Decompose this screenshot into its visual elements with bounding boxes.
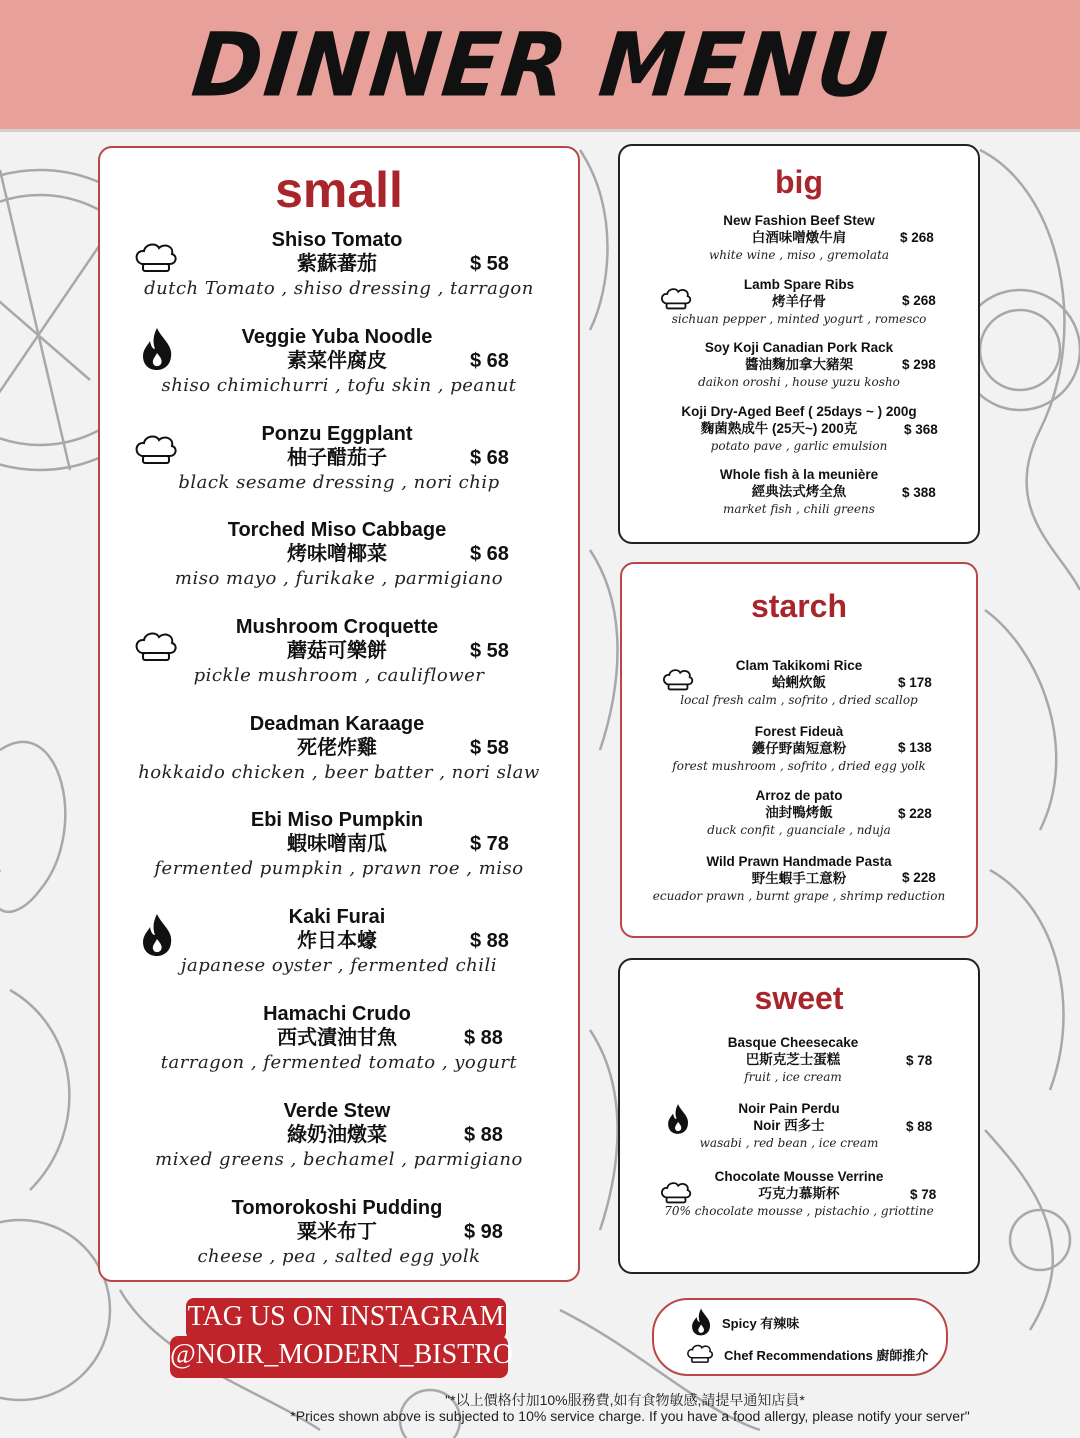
item-price: $ 88 [906,1119,933,1134]
big-section-title: big [775,164,823,200]
item-name: Torched Miso Cabbage [227,519,447,541]
item-name: Ebi Miso Pumpkin [250,809,424,831]
menu-item-whole-fish [620,467,978,518]
menu-item-ebi-miso-pumpkin [100,808,578,882]
item-name-zh: 烤味噌椰菜 $ 68 [287,543,509,565]
item-name: Tomorokoshi Pudding [231,1197,443,1219]
menu-item-clam-takikomi-rice [622,658,976,709]
item-price: $ 78 [470,833,509,855]
menu-item-koji-dry-aged-beef [620,404,978,455]
flame-icon [666,1103,690,1135]
chef-hat-icon [660,287,692,311]
legend-spicy [690,1308,799,1336]
item-name: New Fashion Beef Stew [723,213,875,228]
item-description: sichuan pepper , minted yogurt , romesco [671,312,927,326]
item-description: cheese , pea , salted egg yolk [197,1246,481,1267]
item-description: white wine , miso , gremolata [708,248,890,262]
item-price: $ 268 [902,293,936,308]
item-name-zh: 綠奶油燉菜 $ 88 [287,1124,503,1146]
item-description: black sesame dressing , nori chip [178,472,500,493]
item-description: market fish , chili greens [723,502,875,516]
big-section-card [618,144,980,544]
menu-item-tomorokoshi-pudding [100,1196,578,1270]
item-description: shiso chimichurri , tofu skin , peanut [161,375,517,396]
footnote-en: *Prices shown above is subjected to 10% service charge. If you have a food allergy, please notify your server" [290,1408,970,1424]
item-price: $ 98 [464,1221,503,1243]
item-name-zh: 西式漬油甘魚 $ 88 [277,1027,503,1049]
item-name: Mushroom Croquette [235,616,439,638]
item-name-zh: 烤羊仔骨 [772,294,826,309]
item-description: duck confit , guanciale , nduja [707,823,891,837]
flame-icon [690,1308,712,1336]
item-price: $ 58 [470,253,509,275]
item-price: $ 228 [902,870,936,885]
menu-item-veggie-yuba-noodle [100,325,578,399]
legend-chef-label: Chef Recommendations 廚師推介 [724,1347,929,1363]
item-description: tarragon , fermented tomato , yogurt [160,1052,518,1073]
item-description: wasabi , red bean , ice cream [699,1136,879,1150]
item-description: hokkaido chicken , beer batter , nori slaw [138,762,540,783]
item-price: $ 298 [902,357,936,372]
sweet-section-title: sweet [754,980,844,1016]
item-name-zh: 巧克力慕斯杯 [758,1186,840,1201]
chef-hat-icon [686,1344,714,1364]
menu-item-chocolate-mousse-verrine [620,1169,978,1220]
menu-header [0,0,1080,132]
menu-item-shiso-tomato [100,228,578,302]
item-description: daikon oroshi , house yuzu kosho [698,375,900,389]
starch-section-title: starch [750,588,848,624]
footnote-zh: "*以上價格付加10%服務費,如有食物敏感,請提早通知店員* [445,1392,805,1408]
menu-item-torched-miso-cabbage [100,518,578,592]
item-name-zh: 醬油麴加拿大豬架 [745,357,853,372]
item-description: local fresh calm , sofrito , dried scallop [680,693,918,707]
item-description: pickle mushroom , cauliflower [193,665,485,686]
menu-item-mushroom-croquette [100,615,578,689]
menu-item-new-fashion-beef-stew [620,213,978,264]
item-price: $ 138 [898,740,932,755]
item-name: Deadman Karaage [249,713,425,735]
item-name-zh: 紫蘇蕃茄 $ 58 [297,253,509,275]
instagram-tag-line: TAG US ON INSTAGRAM [186,1298,506,1340]
item-description: potato pave , garlic emulsion [710,439,888,453]
item-price: $ 388 [902,485,936,500]
item-name-zh: Noir 西多士 [753,1118,825,1133]
item-price: $ 88 [464,1027,503,1049]
item-name-zh: 油封鴨烤飯 [765,805,833,820]
item-name-zh: 炸日本蠔 $ 88 [297,930,509,952]
item-price: $ 368 [904,422,938,437]
item-description: mixed greens , bechamel , parmigiano [155,1149,523,1170]
item-name: Noir Pain Perdu [738,1101,840,1116]
item-description: fruit , ice cream [744,1070,842,1084]
item-name-zh: 粟米布丁 $ 98 [297,1221,503,1243]
menu-item-kaki-furai [100,905,578,979]
item-price: $ 68 [470,350,509,372]
chef-hat-icon [662,668,694,692]
item-name: Shiso Tomato [271,229,403,251]
menu-item-verde-stew [100,1099,578,1173]
chef-hat-icon [660,1181,692,1205]
item-name-zh: 素菜伴腐皮 $ 68 [287,350,509,372]
menu-item-arroz-de-pato [622,788,976,839]
item-name-zh: 經典法式烤全魚 [751,484,847,499]
item-name: Soy Koji Canadian Pork Rack [704,340,894,355]
menu-item-wild-prawn-pasta [622,854,976,905]
item-name-zh: 麴菌熟成牛 (25天~) 200克 [700,421,858,436]
menu-item-noir-pain-perdu [620,1101,978,1152]
item-name-zh: 死佬炸雞 $ 58 [297,737,509,759]
item-price: $ 88 [464,1124,503,1146]
item-price: $ 228 [898,806,932,821]
legend-chef-recommendation [686,1344,928,1364]
item-description: fermented pumpkin , prawn roe , miso [154,858,524,879]
small-section-title: small [275,162,403,218]
item-name-zh: 蛤蜊炊飯 [772,675,826,690]
item-name: Forest Fideuà [754,724,844,739]
item-name-zh: 鑊仔野菌短意粉 [751,741,847,756]
item-description: dutch Tomato , shiso dressing , tarragon [144,278,534,299]
item-description: miso mayo , furikake , parmigiano [174,568,504,589]
starch-section-card [620,562,978,938]
item-name-zh: 巴斯克芝士蛋糕 [745,1052,841,1067]
item-name-zh: 野生蝦手工意粉 [751,871,847,886]
item-price: $ 88 [470,930,509,952]
instagram-handle: @NOIR_MODERN_BISTRO [170,1336,508,1378]
item-price: $ 78 [910,1187,937,1202]
item-description: 70% chocolate mousse , pistachio , griottine [664,1204,934,1218]
item-name: Koji Dry-Aged Beef ( 25days ~ ) 200g [681,404,917,419]
item-price: $ 178 [898,675,932,690]
small-section-card [98,146,580,1282]
menu-item-soy-koji-pork-rack [620,340,978,391]
item-name-zh: 白酒味噌燉牛肩 [751,230,847,245]
menu-item-deadman-karaage [100,712,578,786]
item-name: Lamb Spare Ribs [743,277,855,292]
menu-item-basque-cheesecake [620,1035,978,1086]
icon-legend [652,1298,948,1376]
menu-item-hamachi-crudo [100,1002,578,1076]
item-price: $ 268 [900,230,934,245]
item-name: Wild Prawn Handmade Pasta [706,854,892,869]
item-price: $ 68 [470,447,509,469]
item-name: Chocolate Mousse Verrine [714,1169,884,1184]
item-price: $ 58 [470,640,509,662]
menu-item-lamb-spare-ribs [620,277,978,328]
item-name-zh: 蝦味噌南瓜 $ 78 [287,833,509,855]
menu-item-ponzu-eggplant [100,422,578,496]
item-name: Arroz de pato [755,788,843,803]
item-name-zh: 柚子醋茄子 $ 68 [287,447,509,469]
menu-title: DINNER MENU [187,13,893,116]
sweet-section-card [618,958,980,1274]
item-price: $ 78 [906,1053,933,1068]
item-description: japanese oyster , fermented chili [180,955,498,976]
item-name: Whole fish à la meunière [719,467,879,482]
item-name: Hamachi Crudo [263,1003,411,1025]
item-description: forest mushroom , sofrito , dried egg yolk [672,759,926,773]
menu-item-forest-fideua [622,724,976,775]
item-name: Clam Takikomi Rice [735,658,863,673]
item-description: ecuador prawn , burnt grape , shrimp reduction [652,889,946,903]
item-price: $ 58 [470,737,509,759]
item-name-zh: 蘑菇可樂餅 $ 58 [287,640,509,662]
item-name: Basque Cheesecake [727,1035,859,1050]
item-price: $ 68 [470,543,509,565]
item-name: Kaki Furai [288,906,386,928]
item-name: Ponzu Eggplant [261,423,413,445]
item-name: Verde Stew [283,1100,391,1122]
legend-spicy-label: Spicy 有辣味 [722,1315,800,1331]
item-name: Veggie Yuba Noodle [241,326,433,348]
